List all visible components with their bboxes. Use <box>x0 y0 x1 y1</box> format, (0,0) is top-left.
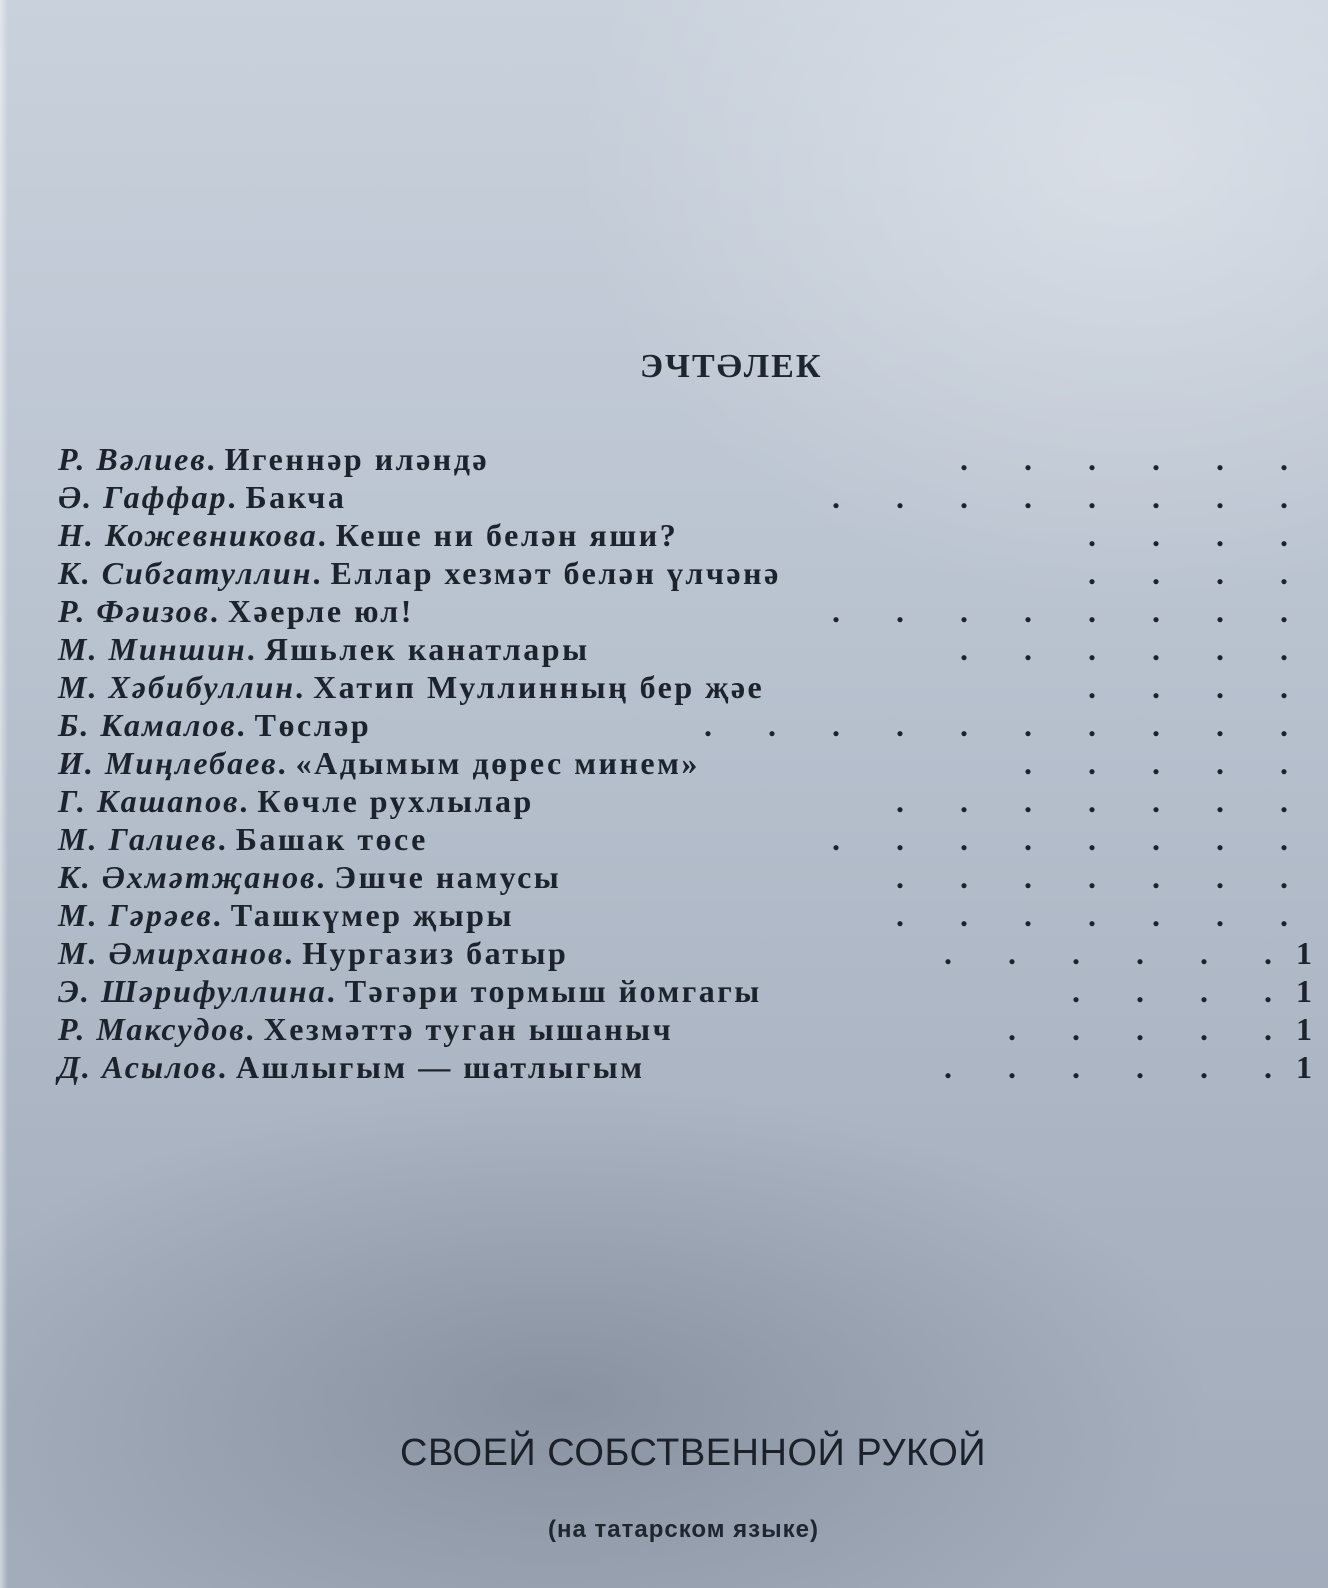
toc-leader: . . . . . . <box>944 1049 1272 1085</box>
toc-leader: . . . . . . . . <box>832 821 1288 857</box>
toc-work: Еллар хезмәт белән үлчәнә <box>330 555 781 591</box>
toc-work: Хатип Муллинның бер җәе <box>313 669 765 705</box>
toc-work: Ташкүмер җыры <box>230 897 514 933</box>
toc-work: Бакча <box>245 479 347 515</box>
toc-author: Н. Кожевникова <box>58 517 318 553</box>
toc-leader: . . . . . . . . . . <box>704 707 1288 743</box>
toc-entry: М. Галиев. Башак төсе . . . . . . . . <box>58 821 1288 857</box>
toc-leader: . . . . . . <box>944 935 1272 971</box>
toc-entry: Р. Вәлиев. Игеннәр иләндә . . . . . . <box>58 441 1288 477</box>
toc-work: «Адымым дөрес минем» <box>295 745 700 781</box>
toc-work: Кеше ни белән яши? <box>335 517 679 553</box>
toc-author: М. Әмирханов <box>58 935 285 971</box>
toc-author: М. Хәбибуллин <box>58 669 296 705</box>
toc-entry: Б. Камалов. Төсләр . . . . . . . . . . <box>58 707 1288 743</box>
toc-leader: . . . . <box>1088 669 1288 705</box>
toc-entry: М. Әмирханов. Нургазиз батыр . . . . . . 1 <box>58 934 1318 972</box>
toc-entry: Н. Кожевникова. Кеше ни белән яши? . . . . <box>58 517 1288 553</box>
page-title: ЭЧТӘЛЕК <box>640 348 823 385</box>
toc-author: Ә. Гаффар <box>58 479 228 515</box>
toc-leader: . . . . <box>1088 517 1288 553</box>
toc-author: Б. Камалов <box>58 707 237 743</box>
imprint-title: СВОЕЙ СОБСТВЕННОЙ РУКОЙ <box>400 1432 987 1474</box>
toc-page-number: 1 <box>1296 1011 1312 1047</box>
table-of-contents <box>0 440 1328 1120</box>
toc-work: Ашлыгым — шатлыгым <box>235 1049 645 1085</box>
toc-author: К. Сибгатуллин <box>58 555 313 591</box>
toc-entry: К. Әхмәтҗанов. Эшче намусы . . . . . . . <box>58 859 1288 895</box>
toc-entry: Ә. Гаффар. Бакча . . . . . . . . <box>58 479 1288 515</box>
toc-entry: К. Сибгатуллин. Еллар хезмәт белән үлчәнә . . . . <box>58 555 1288 591</box>
toc-page-number: 1 <box>1296 935 1312 971</box>
toc-work: Көчле рухлылар <box>257 783 534 819</box>
toc-leader: . . . . . . . . <box>832 593 1288 629</box>
toc-work: Хезмәттә туган ышаныч <box>263 1011 674 1047</box>
toc-author: Р. Максудов <box>58 1011 246 1047</box>
toc-entry: М. Гәрәев. Ташкүмер җыры . . . . . . . <box>58 897 1288 933</box>
toc-work: Нургазиз батыр <box>302 935 569 971</box>
toc-leader: . . . . . . . <box>896 897 1288 933</box>
toc-work: Эшче намусы <box>334 859 562 895</box>
toc-author: М. Миншин <box>58 631 247 667</box>
toc-author: М. Галиев <box>58 821 218 857</box>
imprint-subtitle: (на татарском языке) <box>548 1516 819 1543</box>
toc-author: Г. Кашапов <box>58 783 240 819</box>
toc-page-number: 1 <box>1296 1049 1312 1085</box>
toc-work: Игеннәр иләндә <box>224 441 490 477</box>
toc-entry: Г. Кашапов. Көчле рухлылар . . . . . . . <box>58 783 1288 819</box>
toc-leader: . . . . . . <box>960 631 1288 667</box>
toc-work: Тәгәри тормыш йомгагы <box>344 973 762 1009</box>
toc-entry: Р. Фәизов. Хәерле юл! . . . . . . . . <box>58 593 1288 629</box>
toc-leader: . . . . . . . <box>896 859 1288 895</box>
toc-leader: . . . . <box>1072 973 1272 1009</box>
toc-author: Р. Фәизов <box>58 593 210 629</box>
toc-work: Хәерле юл! <box>227 593 414 629</box>
toc-leader: . . . . . <box>1024 745 1288 781</box>
toc-leader: . . . . . . . <box>896 783 1288 819</box>
toc-entry: М. Миншин. Яшьлек канатлары . . . . . . <box>58 631 1288 667</box>
toc-entry: Д. Асылов. Ашлыгым — шатлыгым . . . . . . 1 <box>58 1048 1318 1086</box>
toc-entry: М. Хәбибуллин. Хатип Муллинның бер җәе . . . . <box>58 669 1288 705</box>
toc-work: Төсләр <box>254 707 372 743</box>
toc-leader: . . . . . . <box>960 441 1288 477</box>
toc-work: Яшьлек канатлары <box>264 631 590 667</box>
toc-author: Э. Шәрифуллина <box>58 973 327 1009</box>
toc-leader: . . . . . . . . <box>832 479 1288 515</box>
toc-entry: Э. Шәрифуллина. Тәгәри тормыш йомгагы . . . . 1 <box>58 972 1318 1010</box>
toc-leader: . . . . <box>1088 555 1288 591</box>
toc-leader: . . . . . <box>1008 1011 1272 1047</box>
toc-page-number: 1 <box>1296 973 1312 1009</box>
toc-author: Р. Вәлиев <box>58 441 207 477</box>
toc-work: Башак төсе <box>235 821 428 857</box>
toc-entry: И. Миңлебаев. «Адымым дөрес минем» . . . . . <box>58 745 1288 781</box>
toc-entry: Р. Максудов. Хезмәттә туган ышаныч . . . . . 1 <box>58 1010 1318 1048</box>
toc-author: И. Миңлебаев <box>58 745 278 781</box>
toc-author: К. Әхмәтҗанов <box>58 859 317 895</box>
toc-author: М. Гәрәев <box>58 897 213 933</box>
toc-author: Д. Асылов <box>58 1049 218 1085</box>
